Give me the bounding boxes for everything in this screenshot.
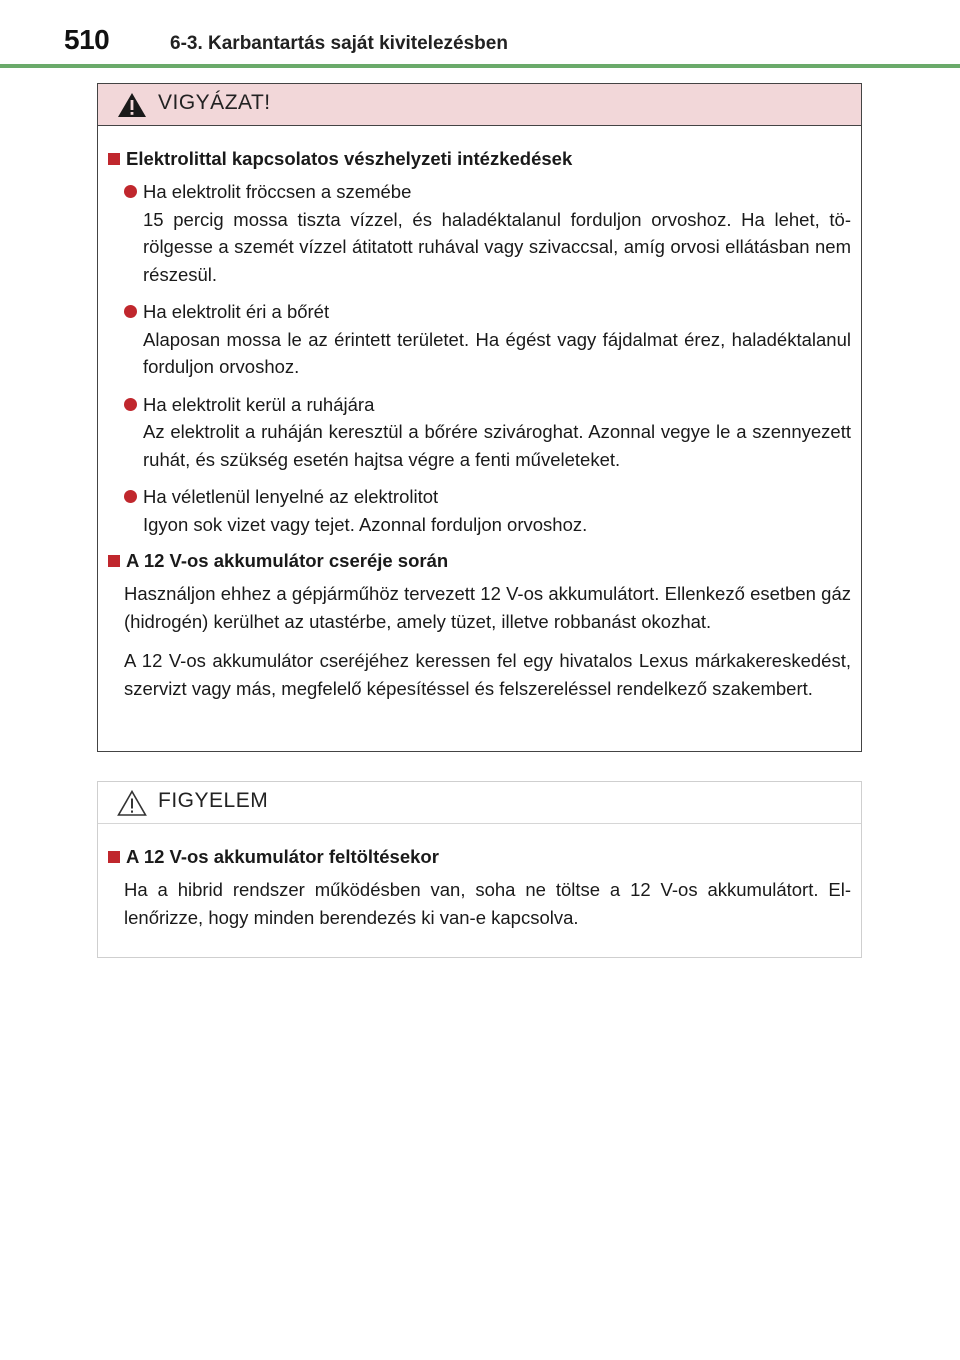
section-heading — [108, 844, 851, 870]
circle-bullet-icon — [124, 398, 137, 411]
section-title: 6-3. Karbantartás saját kivitelezésben — [170, 33, 508, 54]
warning-triangle-icon — [116, 91, 148, 119]
paragraph: A 12 V-os akkumulátor cseréjéhez keressen fel egy hivatalos Lexus márkakereskedést, szervizt vagy más, megfelelő képesítéssel és felszereléssel rendelkező szakembert. — [124, 650, 851, 699]
circle-bullet-icon — [124, 185, 137, 198]
square-bullet-icon — [108, 851, 120, 863]
bullet-text: Az elektrolit a ruháján keresztül a bőrére szivároghat. Azonnal vegye le a szennyezett ruhát, és szükség esetén hajtsa végre a fenti műveleteket. — [143, 421, 851, 470]
heading-text: Elektrolittal kapcsolatos vészhelyzeti intézkedések — [126, 148, 573, 169]
bullet-text: Alaposan mossa le az érintett területet. Ha égést vagy fájdalmat érez, haladéktalanul forduljon orvoshoz. — [143, 328, 851, 377]
square-bullet-icon — [108, 153, 120, 165]
notice-title: FIGYELEM — [158, 789, 269, 812]
section-heading — [108, 548, 851, 574]
notice-body — [98, 824, 861, 931]
caution-triangle-outline-icon — [116, 789, 148, 817]
circle-bullet-icon — [124, 490, 137, 503]
warning-title: VIGYÁZAT! — [158, 91, 271, 114]
header-divider — [0, 64, 960, 68]
bullet-title: Ha véletlenül lenyelné az elektrolitot — [143, 486, 439, 507]
heading-text: A 12 V-os akkumulátor cseréje során — [126, 550, 449, 571]
notice-box — [97, 781, 862, 958]
warning-box — [97, 83, 862, 752]
page-number: 510 — [64, 24, 110, 55]
list-item — [124, 178, 851, 288]
page-header — [0, 0, 960, 70]
list-item — [124, 298, 851, 381]
warning-header — [98, 84, 861, 126]
paragraph: Használjon ehhez a gépjárműhöz tervezett 12 V-os akkumulátort. Ellenkező esetben gáz (hidrogén) kerülhet az utastérbe, amely tüzet, illetve robbanást okozhat. — [124, 583, 851, 632]
bullet-title: Ha elektrolit kerül a ruhájára — [143, 393, 375, 415]
bullet-text: Igyon sok vizet vagy tejet. Azonnal forduljon orvoshoz. — [143, 513, 588, 535]
notice-header — [98, 782, 861, 824]
section-heading — [108, 146, 851, 172]
bullet-text: 15 percig mossa tiszta vízzel, és haladéktalanul forduljon orvoshoz. Ha lehet, törölgesse a szemét vízzel átitatott ruhával vagy szivaccsal, amíg orvosi ellátásban nem részesül. — [143, 208, 851, 285]
warning-body — [98, 126, 861, 702]
square-bullet-icon — [108, 555, 120, 567]
list-item — [124, 391, 851, 474]
bullet-title: Ha elektrolit fröccsen a szemébe — [143, 181, 412, 202]
paragraph: Ha a hibrid rendszer működésben van, soha ne töltse a 12 V-os akkumulátort. Ellenőrizze, hogy minden berendezés ki van-e kapcsolva. — [124, 879, 851, 928]
heading-text: A 12 V-os akkumulátor feltöltésekor — [126, 846, 439, 867]
circle-bullet-icon — [124, 305, 137, 318]
list-item — [124, 483, 851, 538]
bullet-title: Ha elektrolit éri a bőrét — [143, 301, 330, 322]
